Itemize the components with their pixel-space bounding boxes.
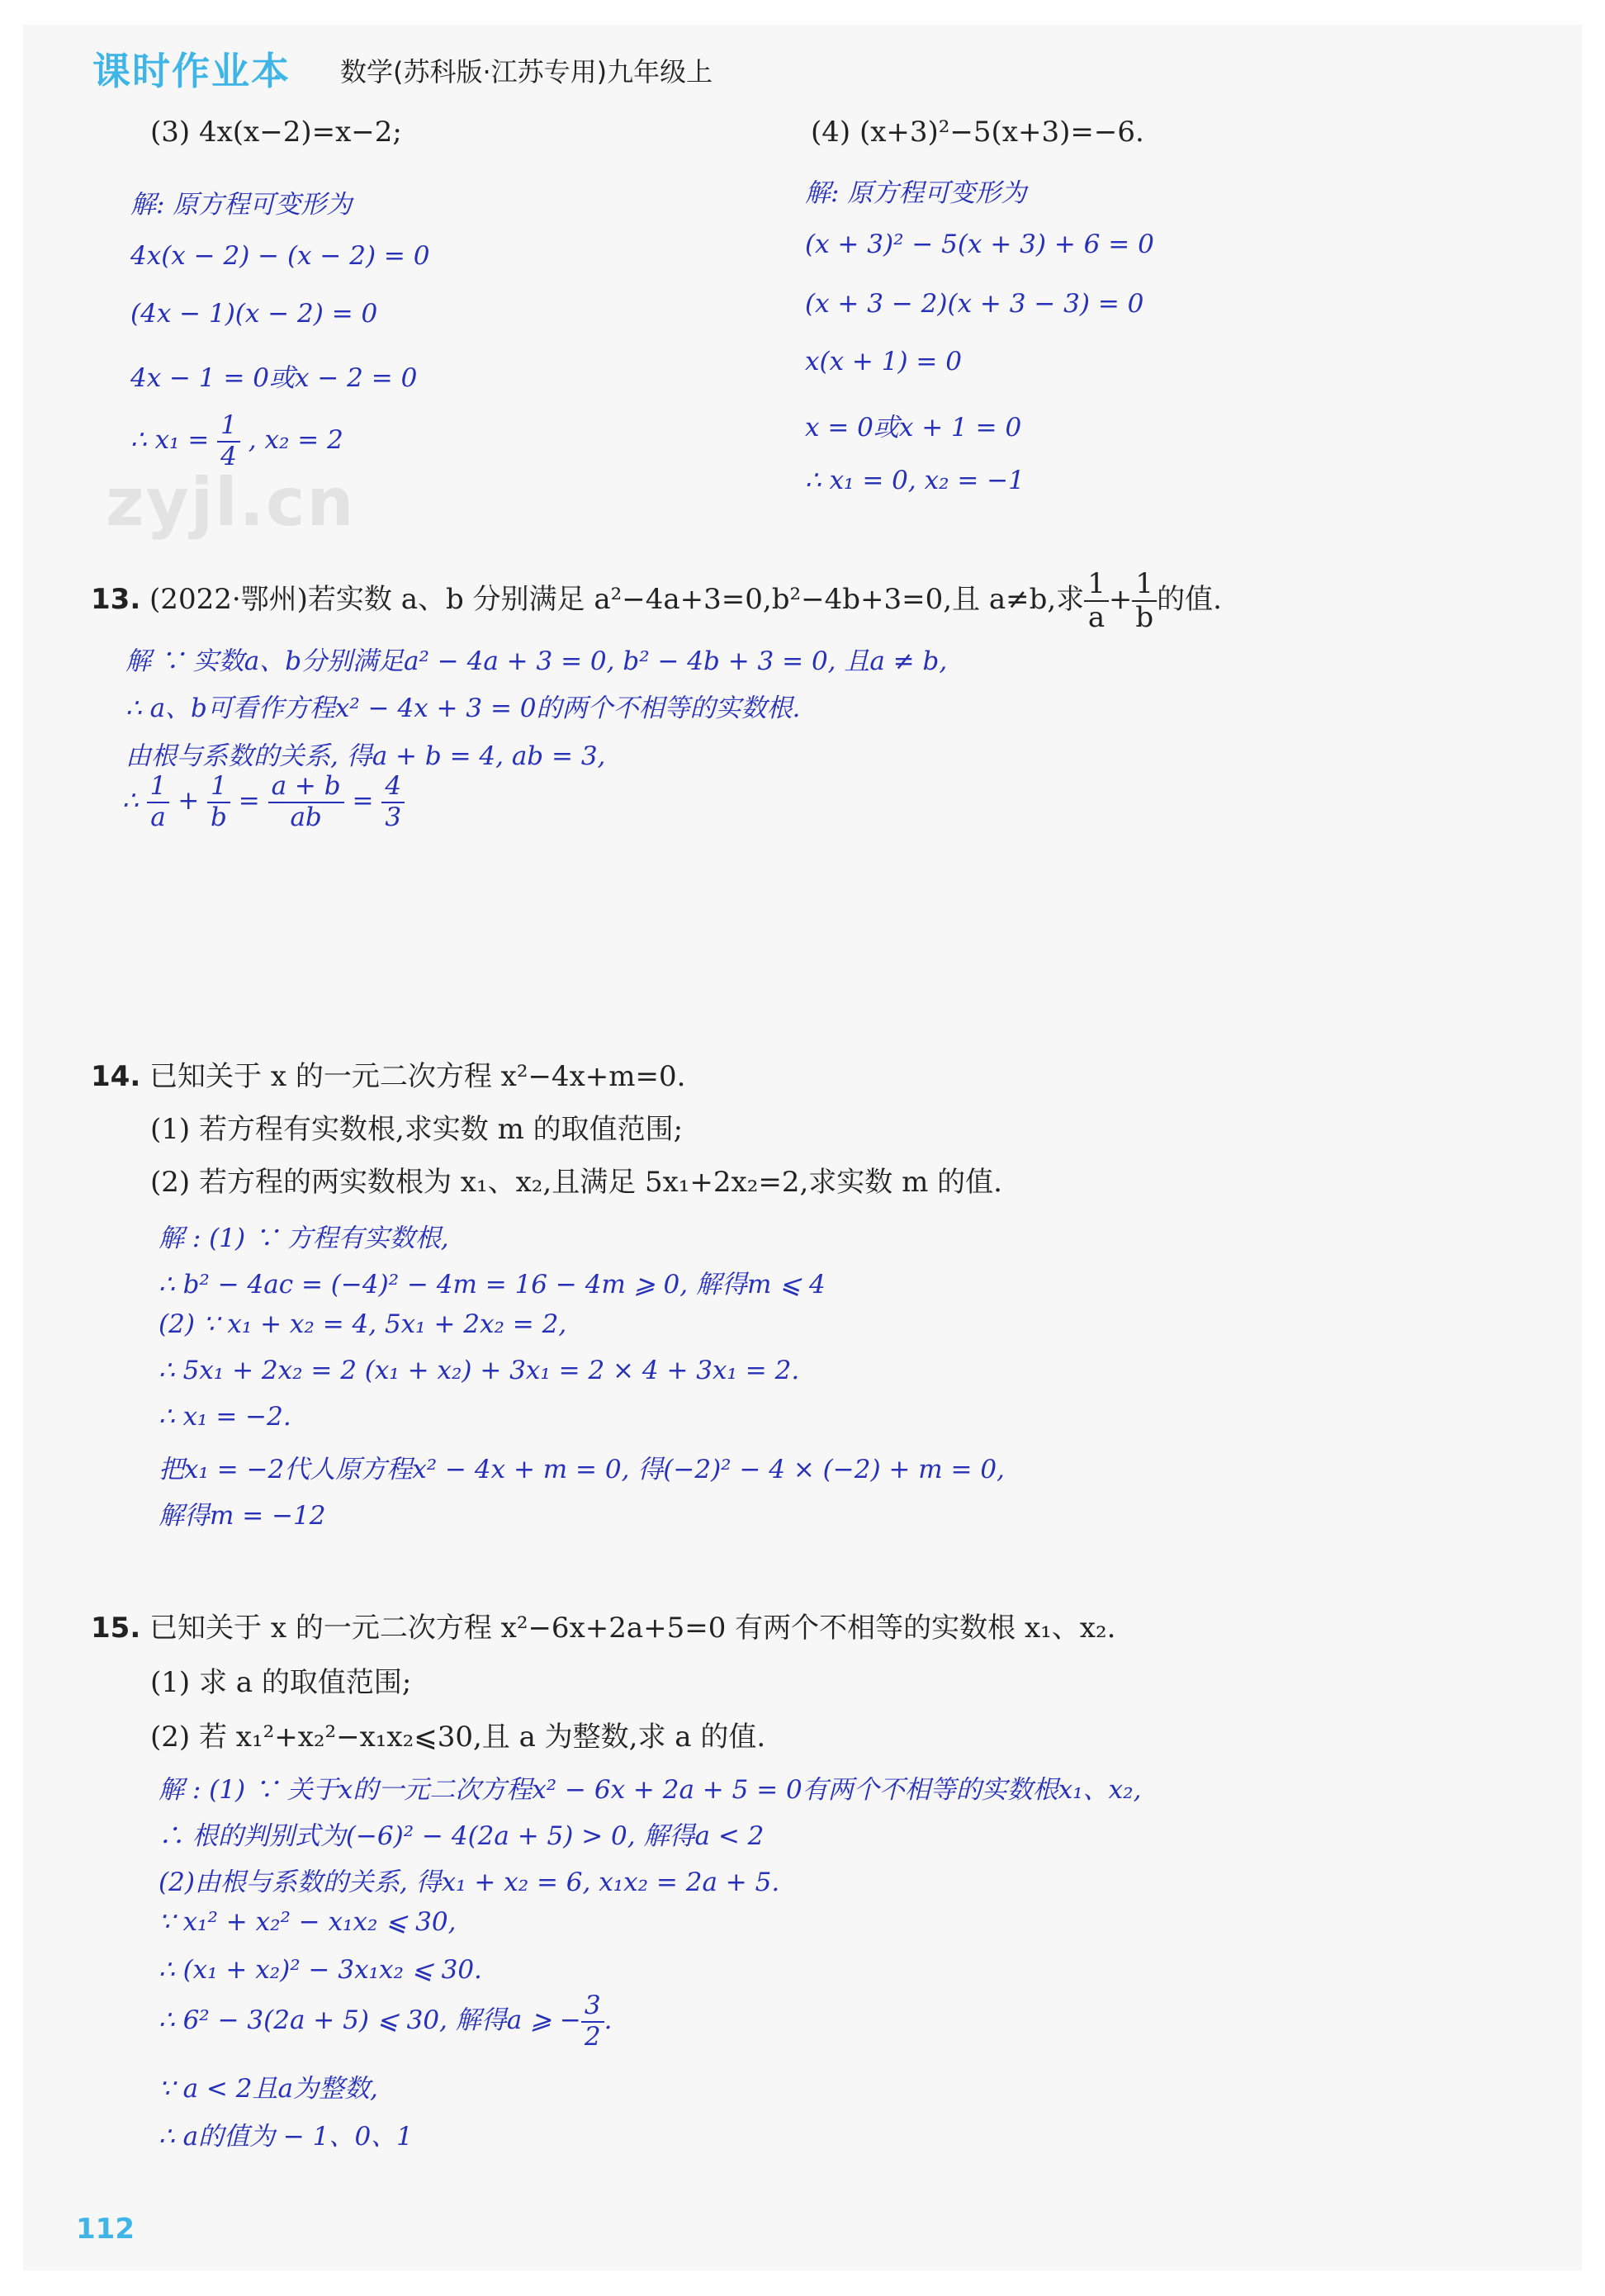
question-15-sub2: (2) 若 x₁²+x₂²−x₁x₂⩽30,且 a 为整数,求 a 的值. <box>150 1721 766 1754</box>
solution-line: (x + 3)² − 5(x + 3) + 6 = 0 <box>805 230 1154 259</box>
solution-line: ∵ a < 2且a为整数, <box>159 2074 378 2104</box>
question-14-sub1: (1) 若方程有实数根,求实数 m 的取值范围; <box>150 1113 684 1146</box>
solution-line: 解 : (1) ∵ 方程有实数根, <box>159 1224 449 1253</box>
header-title: 数学(苏科版·江苏专用)九年级上 <box>340 56 713 88</box>
question-12-4: (4) (x+3)²−5(x+3)=−6. <box>811 116 1144 149</box>
solution-line: ∴ $\frac{1}{a}$ + $\frac{1}{b}$ = $\frac{a + b}{ab}$ = $\frac{4}{3}$ <box>122 772 405 832</box>
solution-line: 4x(x − 2) − (x − 2) = 0 <box>130 241 430 271</box>
solution-line: ∴ 5x₁ + 2x₂ = 2 (x₁ + x₂) + 3x₁ = 2 × 4 + 3x₁ = 2. <box>159 1356 800 1385</box>
solution-line: 4x − 1 = 0或x − 2 = 0 <box>130 363 418 393</box>
solution-line: ∴ x₁ = $\frac{1}{4}$ , x₂ = 2 <box>130 410 343 471</box>
solution-line: 解: 原方程可变形为 <box>130 190 353 220</box>
solution-line: ∴ x₁ = 0, x₂ = −1 <box>805 466 1025 495</box>
solution-line: x = 0或x + 1 = 0 <box>805 413 1022 443</box>
question-14-sub2: (2) 若方程的两实数根为 x₁、x₂,且满足 5x₁+2x₂=2,求实数 m 的值. <box>150 1166 1002 1199</box>
solution-line: ∵ x₁² + x₂² − x₁x₂ ⩽ 30, <box>159 1907 457 1937</box>
question-14: 14. 已知关于 x 的一元二次方程 x²−4x+m=0. <box>91 1060 686 1093</box>
solution-line: (2)由根与系数的关系, 得x₁ + x₂ = 6, x₁x₂ = 2a + 5. <box>159 1868 780 1897</box>
solution-line: (4x − 1)(x − 2) = 0 <box>130 299 378 329</box>
solution-line: 解: 原方程可变形为 <box>805 178 1027 208</box>
question-12-3: (3) 4x(x−2)=x−2; <box>150 116 402 149</box>
solution-line: ∴ 根的判别式为(−6)² − 4(2a + 5) > 0, 解得a < 2 <box>159 1821 765 1851</box>
solution-line: 把x₁ = −2代人原方程x² − 4x + m = 0, 得(−2)² − 4 × (−2) + m = 0, <box>159 1455 1005 1484</box>
solution-line: 解得m = −12 <box>159 1501 326 1531</box>
solution-line: ∴ x₁ = −2. <box>159 1402 291 1432</box>
solution-line: ∴ a、b可看作方程x² − 4x + 3 = 0的两个不相等的实数根. <box>125 694 801 723</box>
page-number: 112 <box>76 2213 135 2246</box>
solution-line: (2) ∵ x₁ + x₂ = 4, 5x₁ + 2x₂ = 2, <box>159 1309 567 1339</box>
watermark: zyjl.cn <box>106 464 356 541</box>
solution-line: x(x + 1) = 0 <box>805 347 962 376</box>
solution-line: 解 : (1) ∵ 关于x的一元二次方程x² − 6x + 2a + 5 = 0有两个不相等的实数根x₁、x₂, <box>159 1775 1142 1805</box>
brand-logo: 课时作业本 <box>92 49 291 93</box>
solution-line: ∴ b² − 4ac = (−4)² − 4m = 16 − 4m ⩾ 0, 解得m ⩽ 4 <box>159 1270 826 1299</box>
solution-line: 由根与系数的关系, 得a + b = 4, ab = 3, <box>125 741 606 771</box>
solution-line: 解 ∵ 实数a、b分别满足a² − 4a + 3 = 0, b² − 4b + 3 = 0, 且a ≠ b, <box>125 646 948 676</box>
solution-line: ∴ 6² − 3(2a + 5) ⩽ 30, 解得a ⩾ − $\frac{3}{2}$ . <box>159 1991 613 2052</box>
question-13: 13. (2022·鄂州)若实数 a、b 分别满足 a²−4a+3=0,b²−4b+3=0,且 a≠b,求 $\frac{1}{a}$ + $\frac{1}{b}$ 的值. <box>91 567 1222 635</box>
solution-line: ∴ a的值为 − 1、0、1 <box>159 2122 413 2152</box>
question-15: 15. 已知关于 x 的一元二次方程 x²−6x+2a+5=0 有两个不相等的实数根 x₁、x₂. <box>91 1612 1116 1645</box>
question-15-sub1: (1) 求 a 的取值范围; <box>150 1666 412 1699</box>
solution-line: (x + 3 − 2)(x + 3 − 3) = 0 <box>805 289 1144 319</box>
solution-line: ∴ (x₁ + x₂)² − 3x₁x₂ ⩽ 30. <box>159 1955 482 1985</box>
